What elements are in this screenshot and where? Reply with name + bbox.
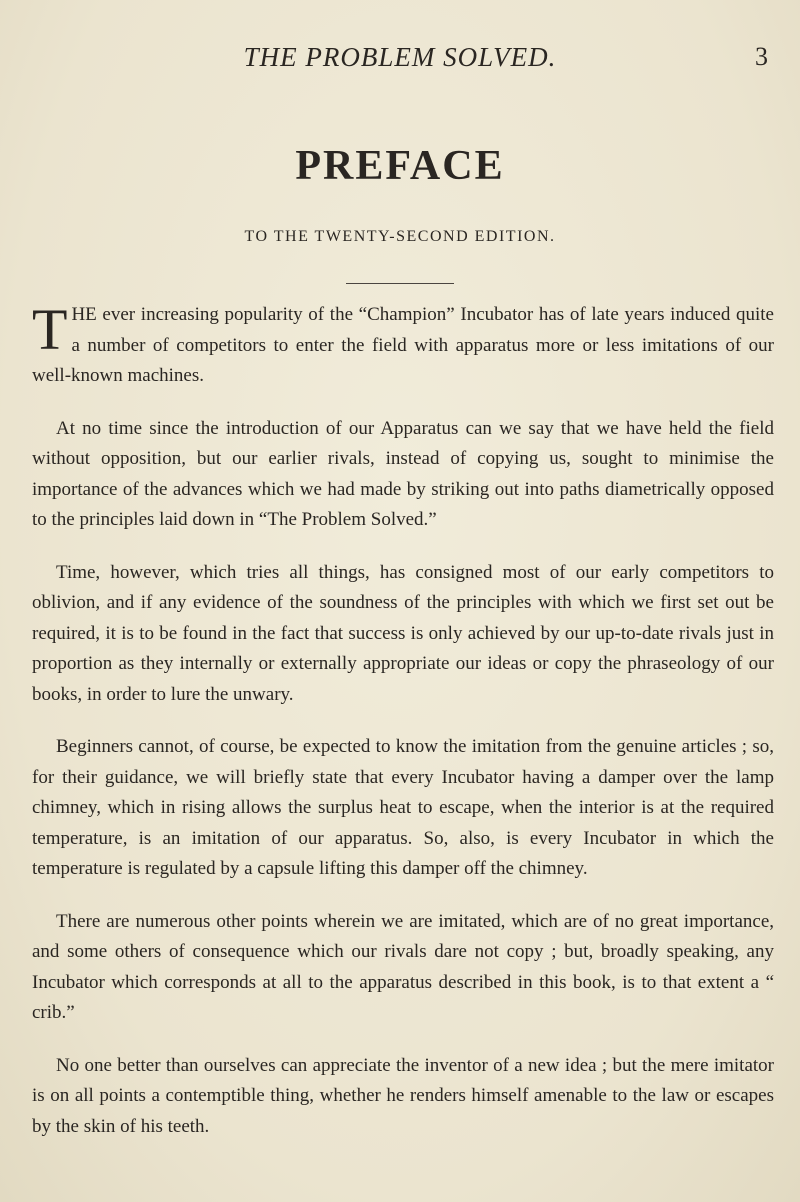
paragraph-2: At no time since the introduction of our Apparatus can we say that we have held the field without opposition, but our earlier rivals, instead of copying us, sought to minimise the importance of the advances which we had made by striking out into paths diametrically opposed to the principles laid down in “The Problem Solved.”: [32, 417, 774, 530]
preface-heading: PREFACE: [295, 143, 505, 189]
running-title: THE PROBLEM SOLVED.: [243, 42, 557, 72]
paragraph-6: No one better than ourselves can appreciate the inventor of a new idea ; but the mere imitator is on all points a contemptible thing, whether he renders himself amenable to the law or escapes by the skin of his teeth.: [32, 1054, 774, 1137]
paragraph-1-text: HE ever increasing popularity of the “Champion” Incubator has of late years induced quite a number of competitors to enter the field with apparatus more or less imitations of our well-known machines.: [32, 304, 774, 386]
body-text: [32, 297, 774, 1164]
paragraph-5: There are numerous other points wherein we are imitated, which are of no great importance, and some others of consequence which our rivals dare not copy ; but, broadly speaking, any Incubator which corresponds at all to the apparatus described in this book, is to that extent a “ crib.”: [32, 910, 774, 1023]
drop-cap: T: [32, 297, 68, 362]
paragraph-4: Beginners cannot, of course, be expected to know the imitation from the genuine articles ; so, for their guidance, we will briefly state that every Incubator having a damper over the lamp chimney, which in rising allows the surplus heat to escape, when the interior is at the required temperature, is an imitation of our apparatus. So, also, is every Incubator in which the temperature is regulated by a capsule lifting this damper off the chimney.: [32, 736, 774, 879]
running-head: [0, 42, 800, 82]
paragraph-1: [32, 297, 774, 392]
page-number: 3: [755, 42, 768, 71]
divider-rule: [346, 283, 454, 284]
preface-subheading: TO THE TWENTY-SECOND EDITION.: [244, 228, 556, 245]
paragraph-3: Time, however, which tries all things, has consigned most of our early competitors to oblivion, and if any evidence of the soundness of the principles with which we first set out be required, it is to be found in the fact that success is only achieved by our up-to-date rivals just in proportion as they internally or externally appropriate our ideas or copy the phraseology of our books, in order to lure the unwary.: [32, 561, 774, 705]
